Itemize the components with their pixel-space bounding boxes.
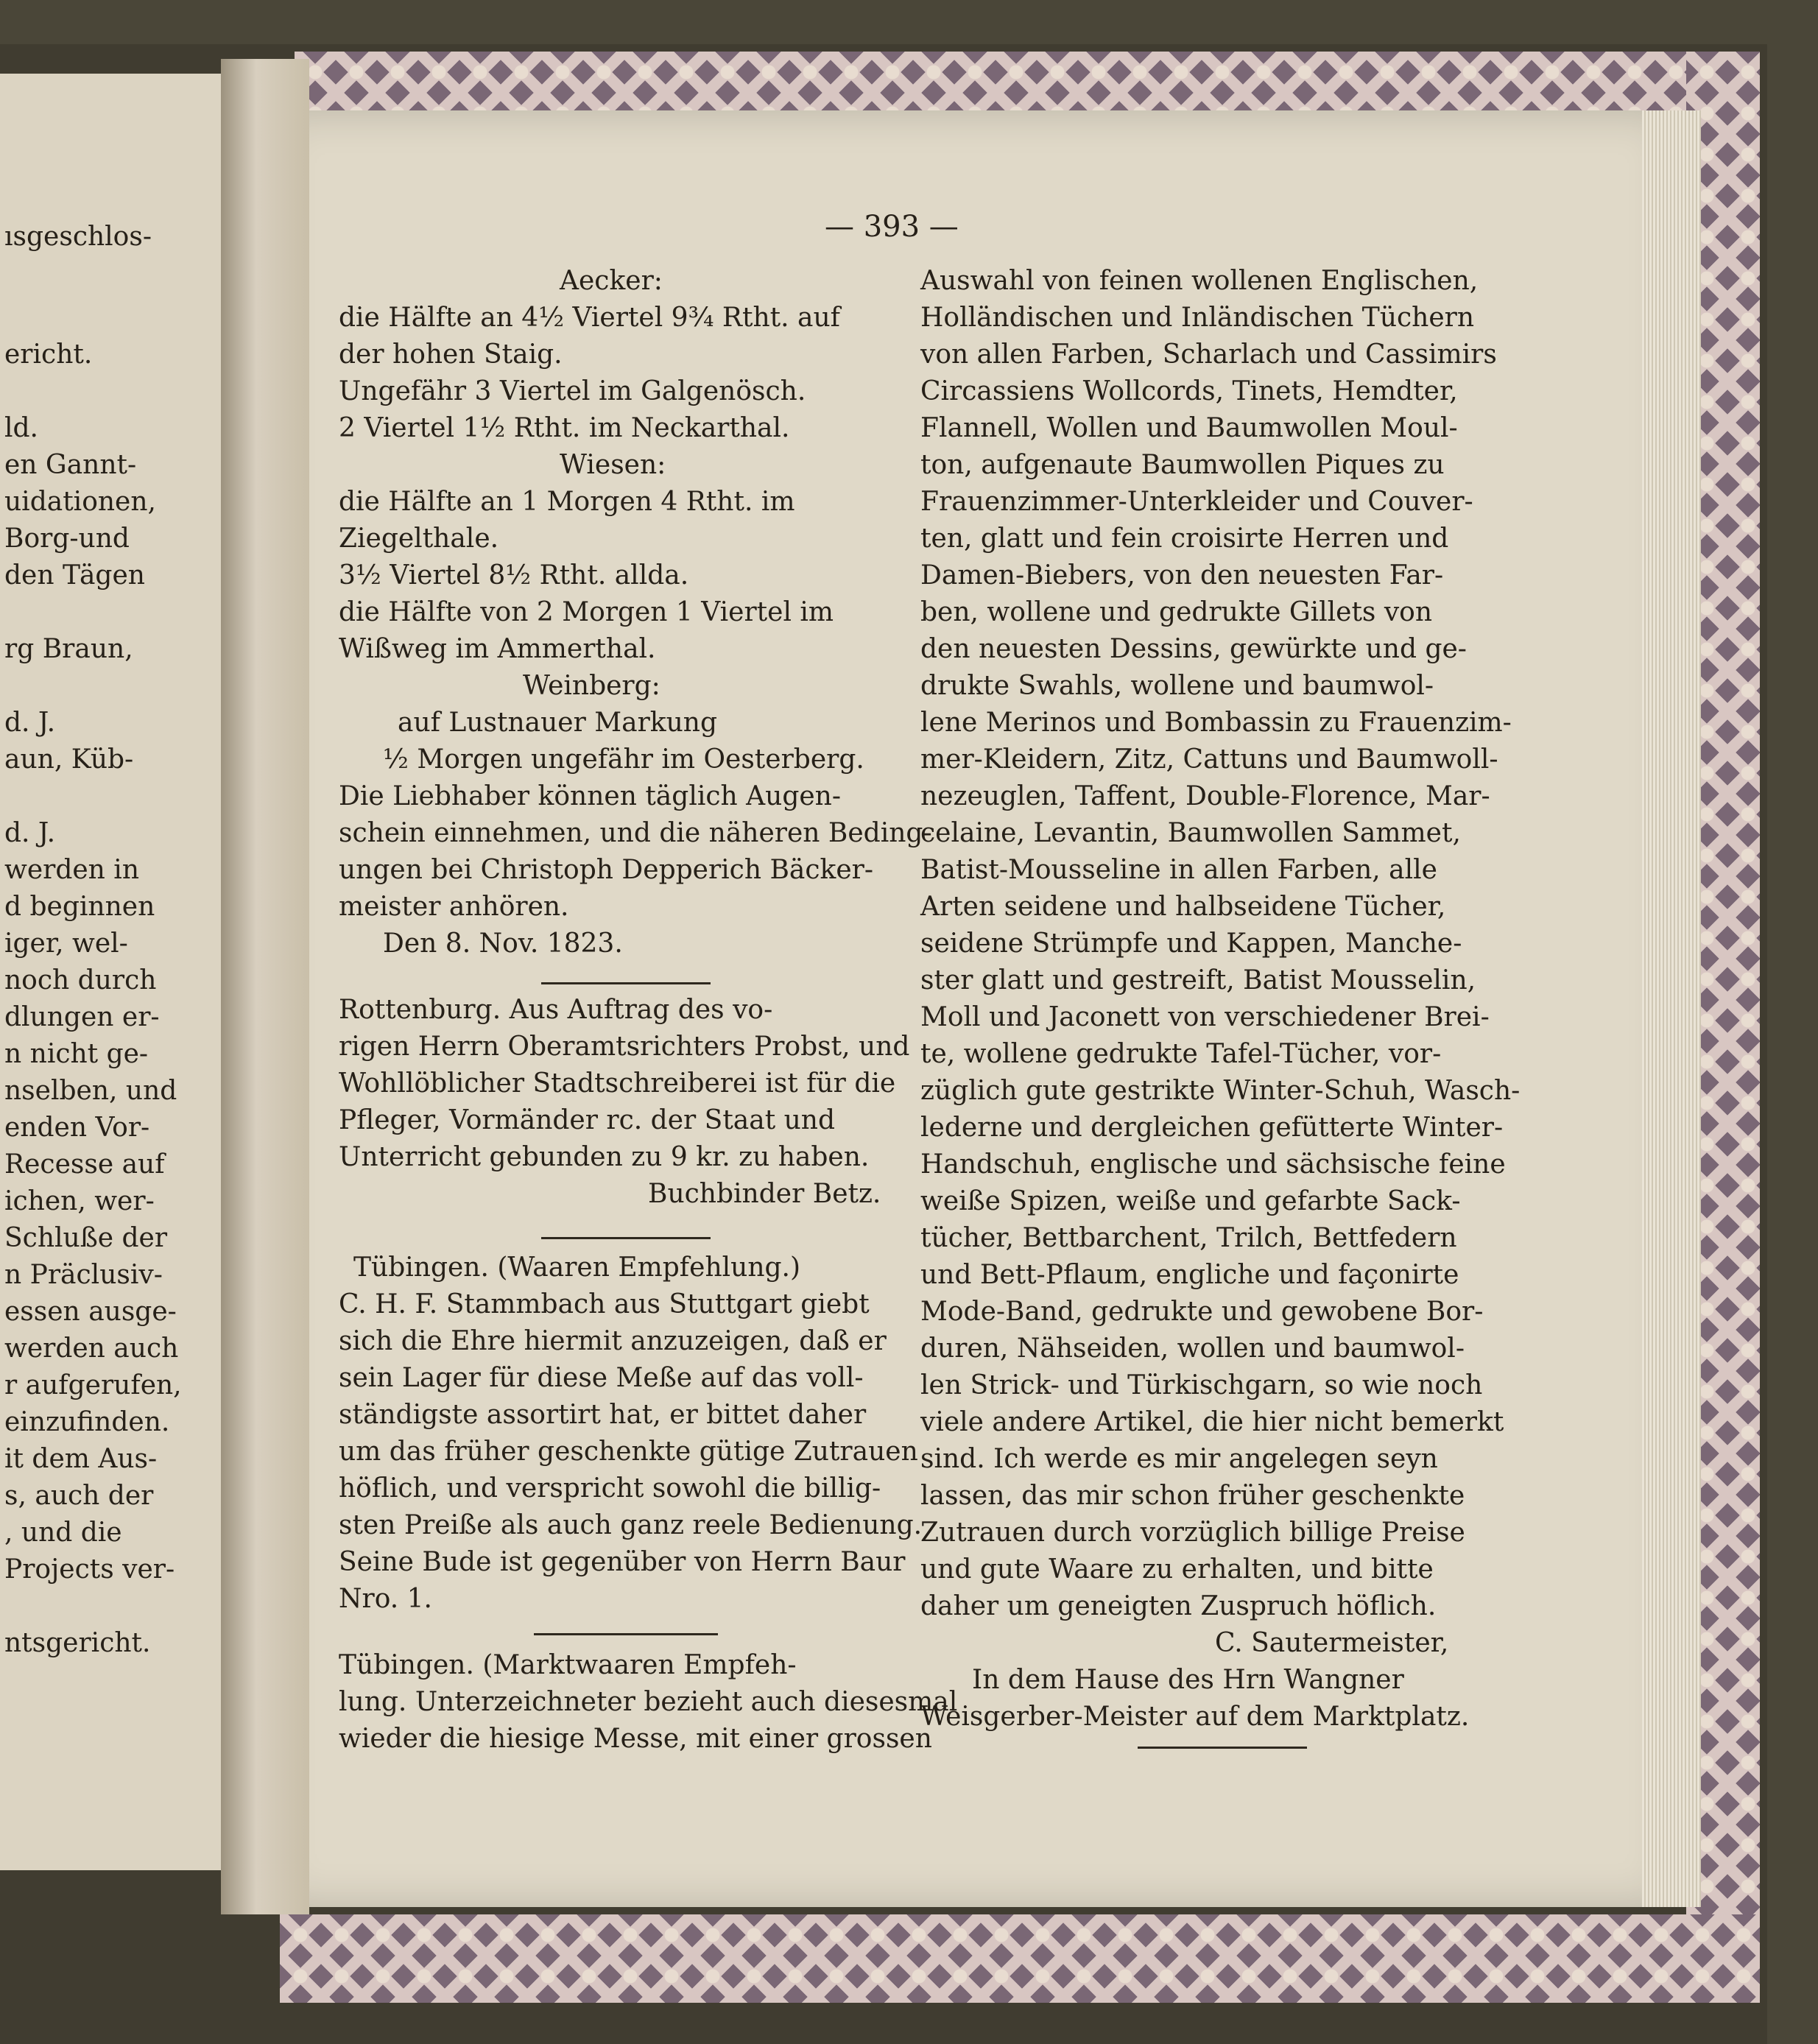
right-column-line: In dem Hause des Hrn Wangner: [972, 1665, 1404, 1695]
separator-rule: [541, 1237, 711, 1239]
right-column-line: tücher, Bettbarchent, Trilch, Bettfedern: [920, 1223, 1457, 1253]
left-column-line: um das früher geschenkte gütige Zutrauen: [339, 1437, 918, 1467]
left-column-line: Tübingen. (Marktwaaren Empfeh-: [339, 1650, 797, 1680]
left-column-line: sten Preiße als auch ganz reele Bedienung.: [339, 1510, 923, 1540]
left-page-fragment: d. J.: [4, 818, 56, 848]
right-column-line: te, wollene gedrukte Tafel-Tücher, vor-: [920, 1039, 1442, 1069]
left-column-line: C. H. F. Stammbach aus Stuttgart giebt: [339, 1289, 870, 1319]
book-spine: [221, 59, 309, 1914]
left-column-line: sich die Ehre hiermit anzuzeigen, daß er: [339, 1326, 887, 1356]
right-column-line: Zutrauen durch vorzüglich billige Preise: [920, 1518, 1465, 1548]
right-column-line: mer-Kleidern, Zitz, Cattuns und Baumwoll-: [920, 744, 1498, 775]
right-column-line: ben, wollene und gedrukte Gillets von: [920, 597, 1433, 627]
right-column-line: Arten seidene und halbseidene Tücher,: [920, 892, 1446, 922]
left-page-fragment: den Tägen: [4, 560, 145, 591]
left-column-line: ständigste assortirt hat, er bittet daher: [339, 1400, 867, 1430]
right-column-line: weiße Spizen, weiße und gefarbte Sack-: [920, 1186, 1461, 1216]
left-page-fragment: ld.: [4, 413, 39, 443]
left-page-fragment: einzufinden.: [4, 1407, 170, 1437]
left-page-fragment: Recesse auf: [4, 1149, 165, 1180]
left-page-fragment: enden Vor-: [4, 1113, 150, 1143]
right-column-line: Handschuh, englische und sächsische feine: [920, 1149, 1506, 1180]
left-page-fragment: n Präclusiv-: [4, 1260, 163, 1290]
left-column-line: die Hälfte an 4½ Viertel 9¾ Rtht. auf: [339, 303, 840, 333]
right-column-line: lassen, das mir schon früher geschenkte: [920, 1481, 1465, 1511]
left-page-fragment: d. J.: [4, 708, 56, 738]
right-column-line: ten, glatt und fein croisirte Herren und: [920, 524, 1449, 554]
right-column-line: Weisgerber-Meister auf dem Marktplatz.: [920, 1702, 1470, 1732]
left-column-line: der hohen Staig.: [339, 339, 563, 370]
left-column-line: schein einnehmen, und die näheren Beding-: [339, 818, 932, 848]
right-column-line: und gute Waare zu erhalten, und bitte: [920, 1554, 1434, 1585]
right-column-line: viele andere Artikel, die hier nicht bemerkt: [920, 1407, 1504, 1437]
left-column-line: sein Lager für diese Meße auf das voll-: [339, 1363, 864, 1393]
left-page-fragment: essen ausge-: [4, 1297, 177, 1327]
right-column-line: sind. Ich werde es mir angelegen seyn: [920, 1444, 1438, 1474]
left-column-line: Die Liebhaber können täglich Augen-: [339, 781, 842, 811]
page-number: — 393 —: [825, 210, 959, 244]
right-column-line: ster glatt und gestreift, Batist Mousselin,: [920, 965, 1476, 995]
left-column-line: ungen bei Christoph Depperich Bäcker-: [339, 855, 874, 885]
left-page-fragment: ericht.: [4, 339, 93, 370]
left-page-fragment: it dem Aus-: [4, 1444, 158, 1474]
right-column-line: Flannell, Wollen und Baumwollen Moul-: [920, 413, 1458, 443]
left-column-line: Wohllöblicher Stadtschreiberei ist für die: [339, 1068, 896, 1099]
right-column-line: lene Merinos und Bombassin zu Frauenzim-: [920, 708, 1512, 738]
right-column-line: duren, Nähseiden, wollen und baumwol-: [920, 1333, 1465, 1364]
right-column-line: Auswahl von feinen wollenen Englischen,: [920, 266, 1479, 296]
left-page-fragment: werden auch: [4, 1333, 179, 1364]
right-column-line: und Bett-Pflaum, engliche und façonirte: [920, 1260, 1459, 1290]
right-column-line: Circassiens Wollcords, Tinets, Hemdter,: [920, 376, 1458, 406]
left-page-fragment: d beginnen: [4, 892, 155, 922]
right-column-line: lederne und dergleichen gefütterte Winter-: [920, 1113, 1504, 1143]
left-column-line: wieder die hiesige Messe, mit einer grossen: [339, 1724, 932, 1754]
left-column-line: Seine Bude ist gegenüber von Herrn Baur: [339, 1547, 906, 1577]
left-page-fragment: en Gannt-: [4, 450, 137, 480]
left-column-line: die Hälfte von 2 Morgen 1 Viertel im: [339, 597, 834, 627]
left-page-fragment: dlungen er-: [4, 1002, 160, 1032]
left-column-line: Unterricht gebunden zu 9 kr. zu haben.: [339, 1142, 870, 1172]
left-page-fragment: Schluße der: [4, 1223, 168, 1253]
separator-rule: [534, 1633, 718, 1635]
left-page-fragment: Borg-und: [4, 524, 130, 554]
left-page-fragment: noch durch: [4, 965, 157, 995]
separator-rule: [541, 982, 711, 984]
right-column-line: Damen-Biebers, von den neuesten Far-: [920, 560, 1444, 591]
left-page-fragment: werden in: [4, 855, 140, 885]
left-page-fragment: Projects ver-: [4, 1554, 175, 1585]
left-column-line: Ziegelthale.: [339, 524, 499, 554]
left-column-line: lung. Unterzeichneter bezieht auch diesesmal: [339, 1687, 958, 1717]
right-column-line: Holländischen und Inländischen Tüchern: [920, 303, 1475, 333]
left-column-line: Ungefähr 3 Viertel im Galgenösch.: [339, 376, 806, 406]
right-column-line: Batist-Mousseline in allen Farben, alle: [920, 855, 1437, 885]
right-column-line: seidene Strümpfe und Kappen, Manche-: [920, 928, 1462, 959]
right-column-line: Mode-Band, gedrukte und gewobene Bor-: [920, 1297, 1484, 1327]
right-column-line: len Strick- und Türkischgarn, so wie noch: [920, 1370, 1483, 1400]
right-column-line: von allen Farben, Scharlach und Cassimirs: [920, 339, 1497, 370]
left-column-line: 3½ Viertel 8½ Rtht. allda.: [339, 560, 689, 591]
left-column-line: auf Lustnauer Markung: [398, 708, 718, 738]
right-column-line: daher um geneigten Zuspruch höflich.: [920, 1591, 1437, 1621]
right-column-line: den neuesten Dessins, gewürkte und ge-: [920, 634, 1467, 664]
left-page-fragment: ichen, wer-: [4, 1186, 155, 1216]
right-column-line: nezeuglen, Taffent, Double-Florence, Mar-: [920, 781, 1490, 811]
left-column-line: rigen Herrn Oberamtsrichters Probst, und: [339, 1032, 910, 1062]
right-column-line: Frauenzimmer-Unterkleider und Couver-: [920, 487, 1473, 517]
left-page-fragment: , und die: [4, 1518, 122, 1548]
left-page-fragment: ntsgericht.: [4, 1628, 151, 1658]
right-column-line: celaine, Levantin, Baumwollen Sammet,: [920, 818, 1461, 848]
left-column-line: höflich, und verspricht sowohl die billig-: [339, 1473, 881, 1504]
left-page-fragment: nselben, und: [4, 1076, 177, 1106]
left-column-line: Nro. 1.: [339, 1584, 432, 1614]
right-column-line: Moll und Jaconett von verschiedener Brei-: [920, 1002, 1490, 1032]
left-page-fragment: s, auch der: [4, 1481, 154, 1511]
separator-rule: [1138, 1747, 1307, 1749]
left-page-fragment: n nicht ge-: [4, 1039, 149, 1069]
left-column-line: 2 Viertel 1½ Rtht. im Neckarthal.: [339, 413, 790, 443]
left-page-fragment: iger, wel-: [4, 928, 128, 959]
left-column-line: meister anhören.: [339, 892, 569, 922]
right-column-line: C. Sautermeister,: [1215, 1628, 1449, 1658]
right-column-line: ton, aufgenaute Baumwollen Piques zu: [920, 450, 1445, 480]
left-page-fragment: rg Braun,: [4, 634, 133, 664]
left-column-line: ½ Morgen ungefähr im Oesterberg.: [383, 744, 864, 775]
left-column-line: Weinberg:: [523, 671, 660, 701]
left-column-line: Den 8. Nov. 1823.: [383, 928, 623, 959]
left-column-line: Tübingen. (Waaren Empfehlung.): [353, 1252, 801, 1283]
left-page-fragment: aun, Küb-: [4, 744, 134, 775]
right-column-line: züglich gute gestrikte Winter-Schuh, Wasch-: [920, 1076, 1521, 1106]
left-column-line: Wiesen:: [560, 450, 666, 480]
left-page-fragment: uidationen,: [4, 487, 156, 517]
left-column-line: Buchbinder Betz.: [648, 1179, 881, 1209]
left-column-line: Pfleger, Vormänder rc. der Staat und: [339, 1105, 836, 1135]
decorative-border-bottom: [280, 1914, 1760, 2003]
left-page-fragment: r aufgerufen,: [4, 1370, 182, 1400]
left-page: [0, 74, 245, 1870]
left-column-line: Rottenburg. Aus Auftrag des vo-: [339, 995, 773, 1025]
left-column-line: Wißweg im Ammerthal.: [339, 634, 656, 664]
right-column-line: drukte Swahls, wollene und baumwol-: [920, 671, 1434, 701]
left-page-fragment: ısgeschlos-: [4, 222, 152, 252]
left-column-line: Aecker:: [560, 266, 663, 296]
left-column-line: die Hälfte an 1 Morgen 4 Rtht. im: [339, 487, 795, 517]
